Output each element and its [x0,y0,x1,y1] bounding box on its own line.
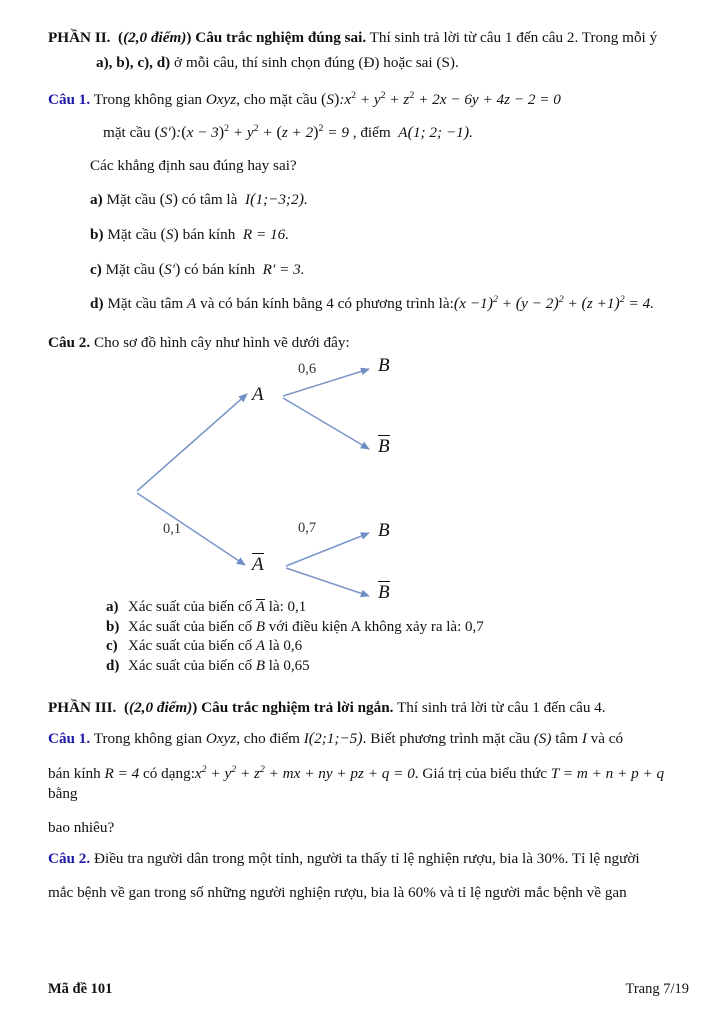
part2-q2-answer-b [48,618,689,638]
part2-q1-line2 [48,123,689,144]
part2-q1-statement-d-label: d) [90,295,104,313]
part3-q1-expression-t: T = m + n + p + q [550,765,665,783]
edge-A-to-Bbar [283,398,369,449]
part2-q1-line2-mid: , điểm [352,123,391,141]
edge-Abar-to-B [286,533,369,566]
part3-q1-radius: R = 4 [104,765,140,783]
part3-q1-point-i: I(2;1;−5) [303,730,363,748]
part3-heading-title: Câu trắc nghiệm trả lời ngắn. [201,699,394,717]
part3-q1-line1-post: . Biết phương trình mặt cầu [362,730,530,748]
part2-q2-answer-b-post: với điều kiện A không xảy ra là: 0,7 [268,618,484,635]
part2-q1-statement-d [48,294,689,315]
part2-q1-statement-b: b) Mặt cầu (S) bán kính R = 16. [90,225,290,243]
part3-q1-line2-pre: bán kính [48,765,101,783]
part2-q2-answer-c-label: c) [106,638,118,655]
tree-node-B-bar-bottom: B [378,582,390,604]
tree-edge-label-abar-b: 0,7 [298,520,317,537]
part3-q1-line1-end: và có [590,730,624,748]
part2-q2-label: Câu 2. [48,334,91,352]
tree-node-B-top: B [378,355,390,377]
tree-edge-label-a-b: 0,6 [298,361,317,378]
part2-q1-statement-a-label: a) [90,190,103,208]
part3-q1-line2-mid: có dạng: [143,765,195,783]
part2-q1-label: Câu 1. [48,91,91,108]
part3-q1-label: Câu 1. [48,730,91,748]
part2-heading-title: Câu trắc nghiệm đúng sai. [195,29,367,46]
part2-q2-answer-b-label: b) [106,618,120,635]
part3-q1-line1-pre: Trong không gian [93,730,203,748]
part2-q2-answer-c-pre: Xác suất của biến cố [128,638,253,655]
part2-q2-answer-d-post: là 0,65 [268,657,310,674]
part2-heading-points: (2,0 điểm) [123,29,187,46]
part3-q1-line2-end: bằng [48,784,78,802]
part2-q1-statement-c: c) Mặt cầu (S′) có bán kính R′ = 3. [90,260,305,278]
part2-q2-answer-b-symbol: B [255,618,266,635]
part2-q1-equation-s-prime: (S′):(x − $3)^2 + y^2 + (z + 2)^2 = 9$ [154,122,349,141]
part3-q2-line1 [48,849,689,869]
edge-root-to-A [137,394,247,491]
part2-heading-line2-bold: a), b), c), d) [96,54,171,71]
tree-diagram-svg [0,353,725,598]
part3-q1-line2 [48,764,689,804]
part2-q1-statement-a-pre: Mặt cầu [106,190,156,208]
tree-node-A-bar: A [252,554,264,576]
edge-Abar-to-Bbar [286,568,369,596]
part2-q1-statement-a: a) Mặt cầu (S) có tâm là I(1;−3;2). [90,190,308,208]
part3-q1-general-equation: $x^2 + y^2 + z^2$ + mx + ny + pz + q = 0 [194,764,415,783]
edge-A-to-B [283,369,369,396]
part2-q2-answer-d-pre: Xác suất của biến cố [128,657,253,674]
part2-q2-answer-c [48,637,689,657]
part2-q1-line1-mid: , cho mặt cầu [236,91,318,108]
probability-tree-diagram [0,353,725,604]
part2-q2-prompt-row [48,333,689,353]
tree-node-B-bottom: B [378,520,390,542]
part3-heading: PHẦN III. ((2,0 điểm)) Câu trắc nghiệm trả lời ngắn. Thí sinh trả lời từ câu 1 đến câu 4. [48,699,606,717]
part3-q1-line2-post: . Giá trị của biểu thức [414,765,548,783]
part3-q1-line1 [48,729,689,750]
part2-q2-answer-a-post: là: 0,1 [268,599,307,616]
part2-q2-answer-b-pre: Xác suất của biến cố [128,618,253,635]
part2-q1-statement-c-mid: có bán kính [184,260,256,278]
part3-heading-points: (2,0 điểm) [129,699,193,717]
part2-q2-answer-c-post: là 0,6 [268,638,303,655]
page-footer [48,981,689,998]
part2-q2-answer-d [48,657,689,677]
part2-q1-statement-b-math: R = 16. [239,225,290,243]
part2-q1-statement-d-mid: và có bán kính bằng 4 có phương trình là: [200,295,454,313]
part2-q1-statement-c-label: c) [90,260,102,278]
part2-q1-statement-b-pre: Mặt cầu [107,225,157,243]
part2-heading: PHẦN II. ((2,0 điểm)) Câu trắc nghiệm đúng sai. Thí sinh trả lời từ câu 1 đến câu 2. Trong mỗi ý [48,29,658,46]
part3-q1-line3: bao nhiêu? [48,818,115,836]
part2-q1-statement-d-sphere: A [187,295,197,313]
part3-q1-line1-tail: tâm [555,730,579,748]
part2-q1-statement-d-math: $(x -1)^2 + (y - 2)^2 + (z +1)^2 = 4$. [453,294,654,313]
part3-q1-center-i: I [581,730,587,748]
part2-q1-statement-a-mid: có tâm là [181,190,238,208]
part3-q2-line2: mắc bệnh về gan trong số những người nghiện rượu, bia là 60% và tỉ lệ người mắc bệnh về gan [48,884,627,902]
part2-heading-line2-rest: ở mỗi câu, thí sinh chọn đúng (Đ) hoặc sai (S). [174,54,459,71]
part2-q1-line2-pre: mặt cầu [103,123,151,141]
part3-q2-line1-text: Điều tra người dân trong một tỉnh, người ta thấy tỉ lệ nghiện rượu, bia là 30%. Tỉ lệ người [94,850,640,868]
part3-q1-line1-mid: , cho điểm [236,730,300,748]
part2-q2-answer-d-symbol: B [255,657,266,674]
part2-q1-equation-s: $(S):x^2 + y^2 + z^2 + 2x - 6y + 4z - 2 = 0$ [320,89,561,108]
part2-q1-line1 [48,90,689,111]
part2-q1-statement-b-label: b) [90,225,104,243]
page-number: Trang 7/19 [625,981,689,997]
part2-q2-answer-a [48,598,689,618]
part2-q2-prompt: Cho sơ đồ hình cây như hình vẽ dưới đây: [94,334,350,352]
part2-q1-statement-a-math: I(1;−3;2). [241,190,308,208]
part2-heading-label: PHẦN II. [48,29,111,46]
part2-q2-answer-a-label: a) [106,599,119,616]
part2-heading-rest: Thí sinh trả lời từ câu 1 đến câu 2. Trong mỗi ý [369,29,658,46]
part2-q1-statement-d-pre: Mặt cầu tâm [107,295,184,313]
part3-q2-label: Câu 2. [48,850,91,868]
part2-q1-line1-pre: Trong không gian [93,91,203,108]
part2-q1-line3: Các khẳng định sau đúng hay sai? [90,156,297,174]
part2-q1-point-a: A(1; 2; −1). [394,123,473,141]
edge-root-to-Abar [137,493,245,565]
part2-q2-answer-a-pre: Xác suất của biến cố [128,599,253,616]
part3-heading-label: PHẦN III. [48,699,117,717]
part3-q1-sphere: (S) [533,730,552,748]
exam-code: Mã đề 101 [48,981,113,997]
part2-q1-oxyz: Oxyz [205,91,237,108]
tree-edge-label-root-abar: 0,1 [163,521,182,538]
part2-q2-answer-c-symbol: A [255,638,266,655]
part2-q1-statement-c-math: R′ = 3. [258,260,305,278]
part3-q1-oxyz: Oxyz [205,730,237,748]
tree-node-A: A [252,384,264,406]
part2-q1-statement-c-pre: Mặt cầu [105,260,155,278]
part3-heading-rest: Thí sinh trả lời từ câu 1 đến câu 4. [397,699,606,717]
part2-q2-answer-a-symbol: A [255,599,266,616]
part2-heading-line2 [48,53,689,72]
part2-q1-statement-b-mid: bán kính [182,225,236,243]
tree-node-B-bar-top: B [378,436,390,458]
part2-q2-answer-d-label: d) [106,657,120,674]
